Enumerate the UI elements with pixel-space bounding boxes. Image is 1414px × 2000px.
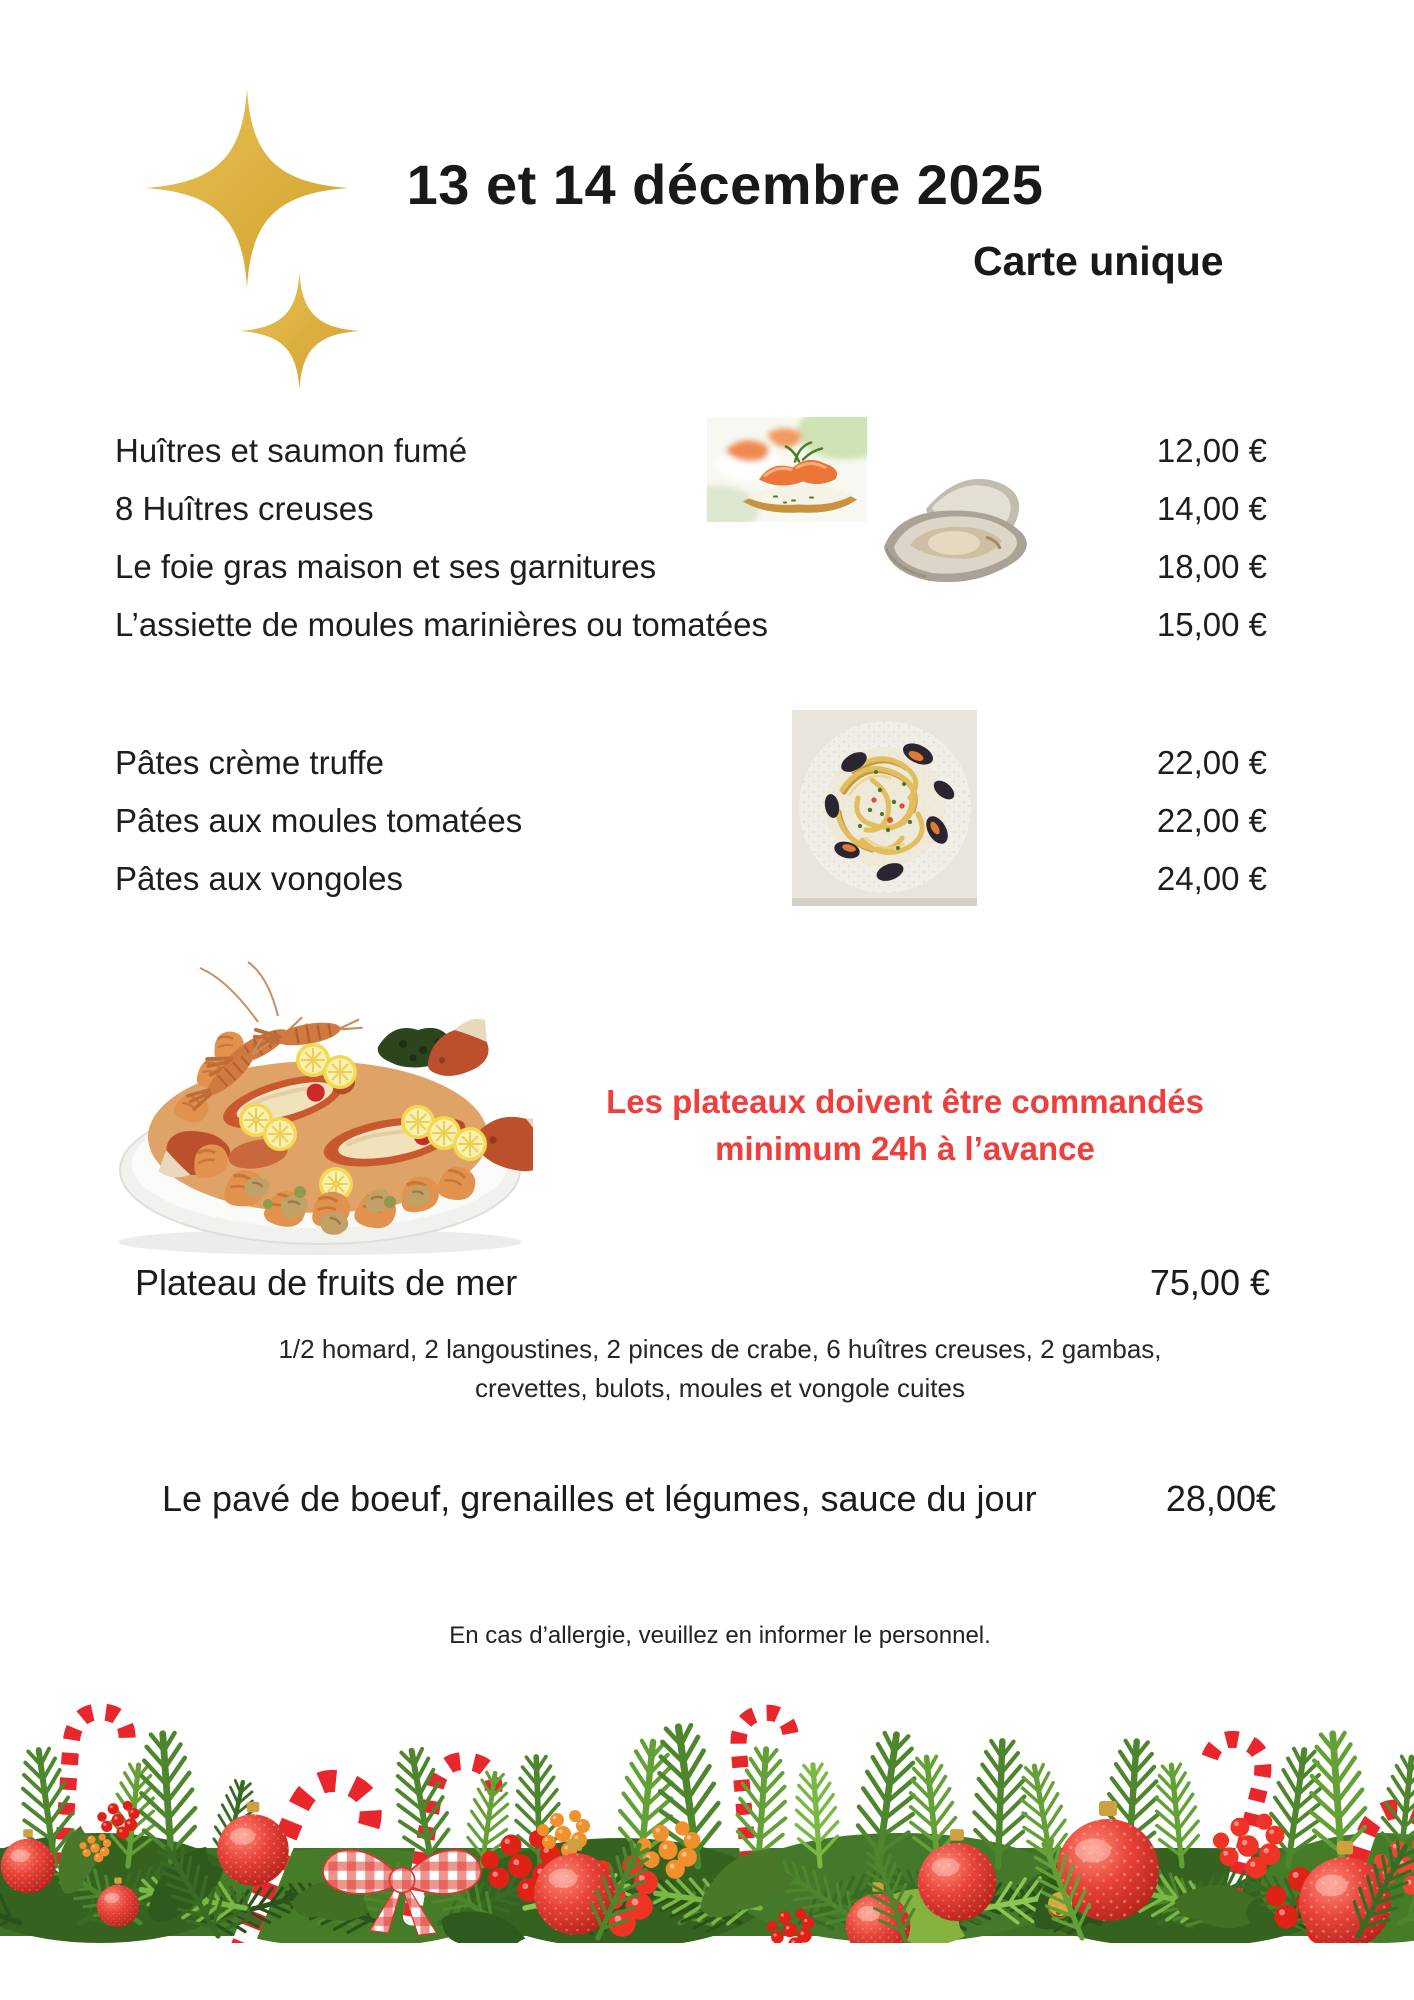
oyster-photo (866, 463, 1044, 598)
menu-item-row (115, 548, 1267, 586)
menu-item-row (135, 1262, 1270, 1304)
menu-item-row (115, 744, 1267, 782)
menu-item-row (115, 432, 1267, 470)
menu-item-price: 24,00 € (1156, 860, 1267, 897)
page-title: 13 et 14 décembre 2025 (406, 153, 1044, 216)
platter-description (160, 1330, 1280, 1408)
allergy-note: En cas d’allergie, veuillez en informer le personnel. (449, 1622, 991, 1649)
menu-item-row (115, 606, 1267, 644)
menu-item-row (115, 802, 1267, 840)
menu-item-label: L’assiette de moules marinières ou tomatées (115, 606, 769, 643)
menu-item-price: 14,00 € (1156, 490, 1267, 527)
notice-line-2: minimum 24h à l’avance (715, 1130, 1095, 1167)
menu-item-price: 18,00 € (1156, 548, 1267, 585)
christmas-garland-image (0, 1698, 1414, 1943)
menu-item-price: 12,00 € (1156, 432, 1267, 469)
ornament-icon (1057, 1801, 1159, 1921)
menu-item-label: Pâtes aux moules tomatées (115, 802, 523, 839)
menu-item-label: 8 Huîtres creuses (115, 490, 374, 527)
menu-item-price: 22,00 € (1156, 744, 1267, 781)
menu-item-row (162, 1478, 1276, 1520)
menu-item-label: Pâtes aux vongoles (115, 860, 404, 897)
menu-item-label: Huîtres et saumon fumé (115, 432, 468, 469)
menu-item-price: 22,00 € (1156, 802, 1267, 839)
menu-item-price: 15,00 € (1156, 606, 1267, 643)
menu-item-label: Le pavé de boeuf, grenailles et légumes, sauce du jour (162, 1478, 1037, 1519)
platter-description-line-2: crevettes, bulots, moules et vongole cuites (475, 1373, 965, 1403)
mussel-pasta-photo (792, 710, 977, 906)
smoked-salmon-canape-photo (707, 417, 867, 522)
platter-order-notice (455, 1078, 1355, 1172)
menu-item-label: Le foie gras maison et ses garnitures (115, 548, 657, 585)
menu-item-label: Plateau de fruits de mer (135, 1262, 518, 1303)
menu-item-row (115, 860, 1267, 898)
menu-item-row (115, 490, 1267, 528)
menu-item-price: 28,00€ (1165, 1478, 1276, 1519)
notice-line-1: Les plateaux doivent être commandés (606, 1083, 1204, 1120)
platter-description-line-1: 1/2 homard, 2 langoustines, 2 pinces de crabe, 6 huîtres creuses, 2 gambas, (278, 1334, 1162, 1364)
page-subtitle: Carte unique (973, 238, 1224, 284)
menu-item-label: Pâtes crème truffe (115, 744, 385, 781)
menu-item-price: 75,00 € (1149, 1262, 1270, 1303)
gold-sparkle-icon (237, 263, 362, 399)
